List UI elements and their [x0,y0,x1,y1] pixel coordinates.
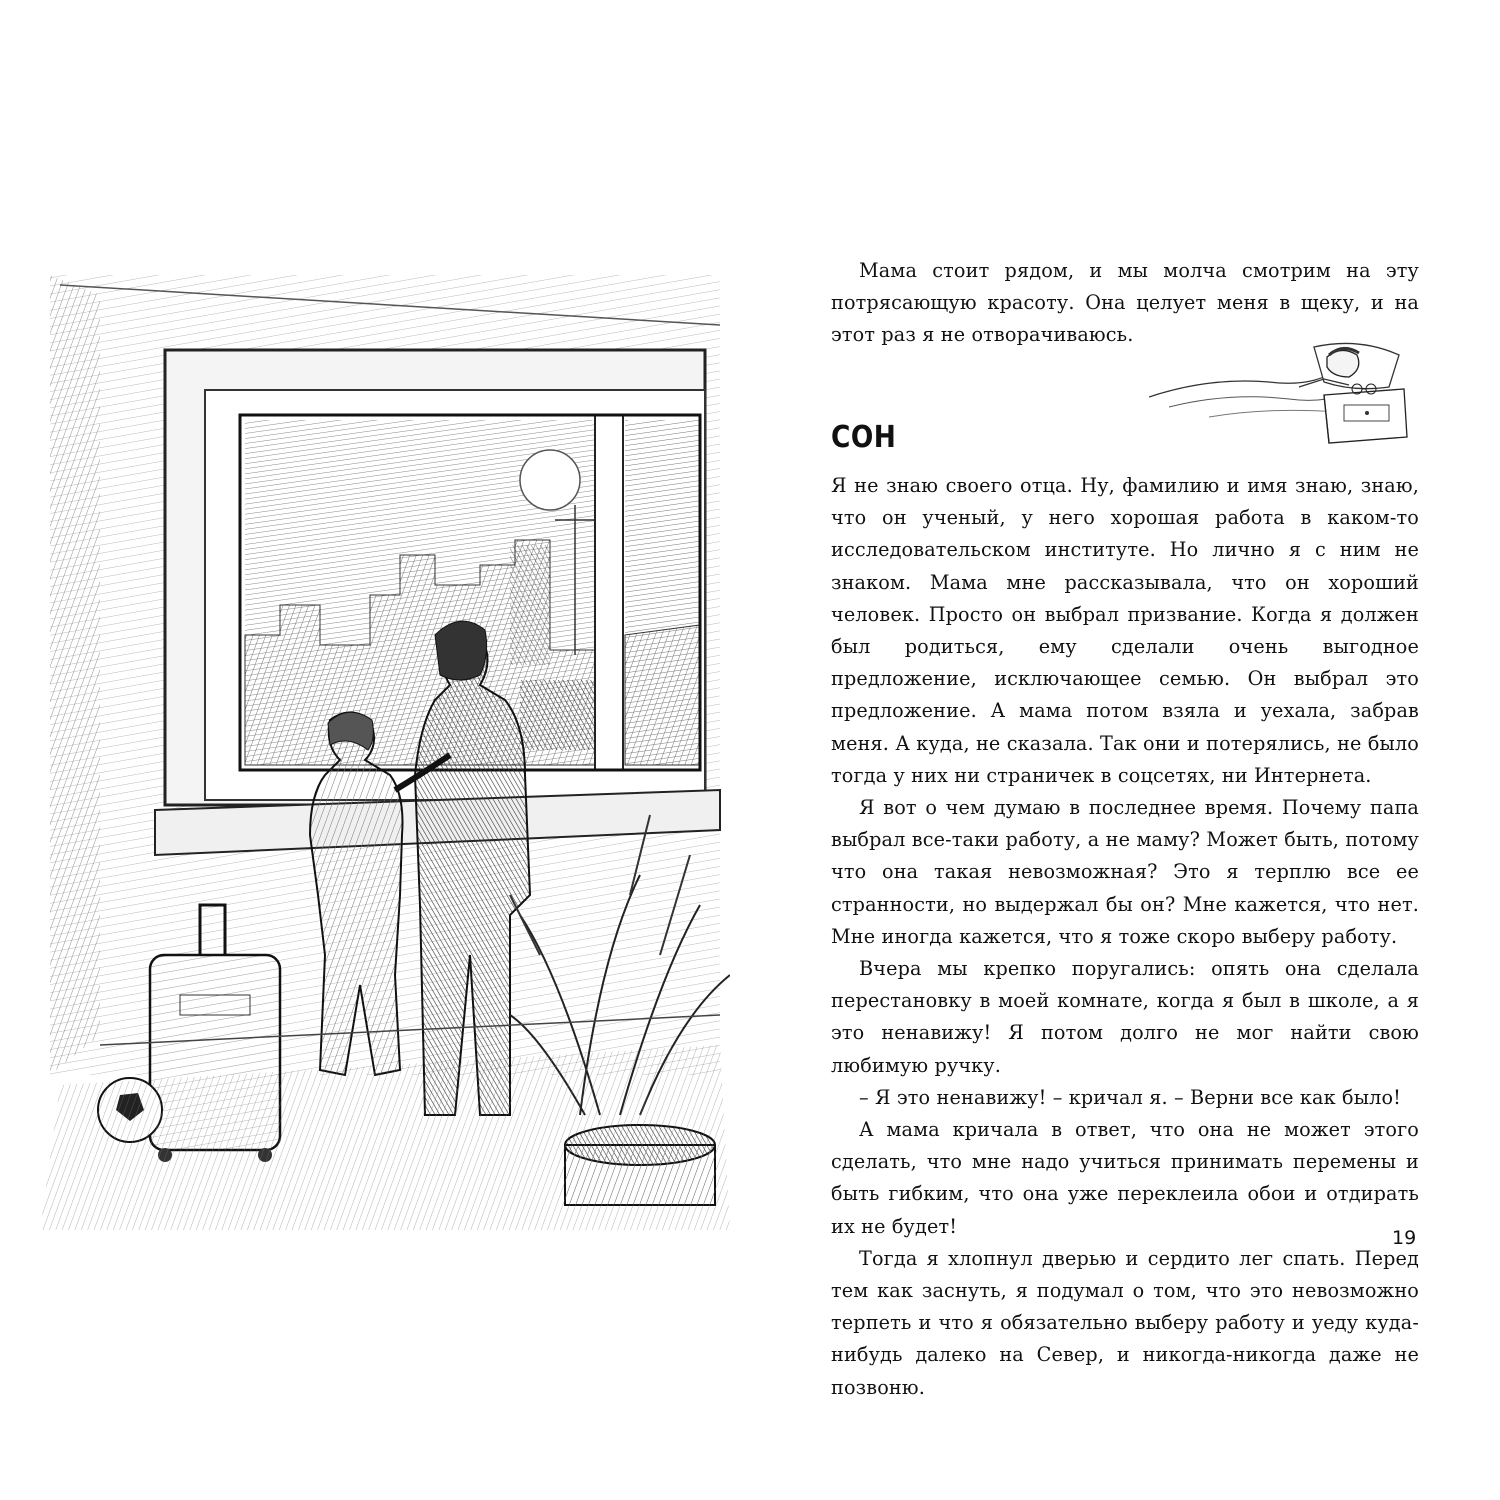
sleeping-boy-vignette-icon [1149,337,1419,447]
chapter-title: СОН [831,420,897,455]
chapter-paragraph: Вчера мы крепко поругались: опять она сделала перестановку в моей комнате, когда я был в школе, а я это ненавижу! Я потом долго не мог найти свою любимую ручку. [831,957,1419,1077]
chapter-paragraph: А мама кричала в ответ, что она не может этого сделать, что мне надо учиться принимать перемены и быть гибким, что она уже переклеила обои и отдирать их не будет! [831,1118,1419,1238]
pencil-sketch-mother-son-window-icon [40,255,730,1230]
chapter-paragraph: – Я это ненавижу! – кричал я. – Верни все как было! [859,1085,1402,1109]
intro-paragraph: Мама стоит рядом, и мы молча смотрим на эту потрясающую красоту. Она целует меня в щеку, и на этот раз я не отворачиваюсь. [831,259,1419,347]
chapter-paragraph: Я не знаю своего отца. Ну, фамилию и имя знаю, знаю, что он ученый, у него хорошая работа в каком-то исследовательском институте. Но лично я с ним не знаком. Мама мне рассказывала, что он хороший человек. Просто он выбрал призвание. Когда я должен был родиться, ему сделали очень выгодное предложение, исключающее семью. Он выбрал это предложение. А мама потом взяла и уехала, забрав меня. А куда, не сказала. Так они и потерялись, не было тогда у них ни страничек в соцсетях, ни Интернета. [831,474,1419,787]
chapter-paragraph: Тогда я хлопнул дверью и сердито лег спать. Перед тем как заснуть, я подумал о том, что это невозможно терпеть и что я обязательно выберу работу и уеду куда-нибудь далеко на Север, и никогда-никогда даже не позвоню. [831,1246,1419,1399]
chapter-paragraph: Я вот о чем думаю в последнее время. Почему папа выбрал все-таки работу, а не маму? Может быть, потому что она такая невозможная? Это я терплю все ее странности, но выдержал бы он? Мне кажется, что нет. Мне иногда кажется, что я тоже скоро выберу работу. [831,796,1419,948]
chapter-body [831,470,1419,1404]
page-number: 19 [1392,1227,1417,1249]
